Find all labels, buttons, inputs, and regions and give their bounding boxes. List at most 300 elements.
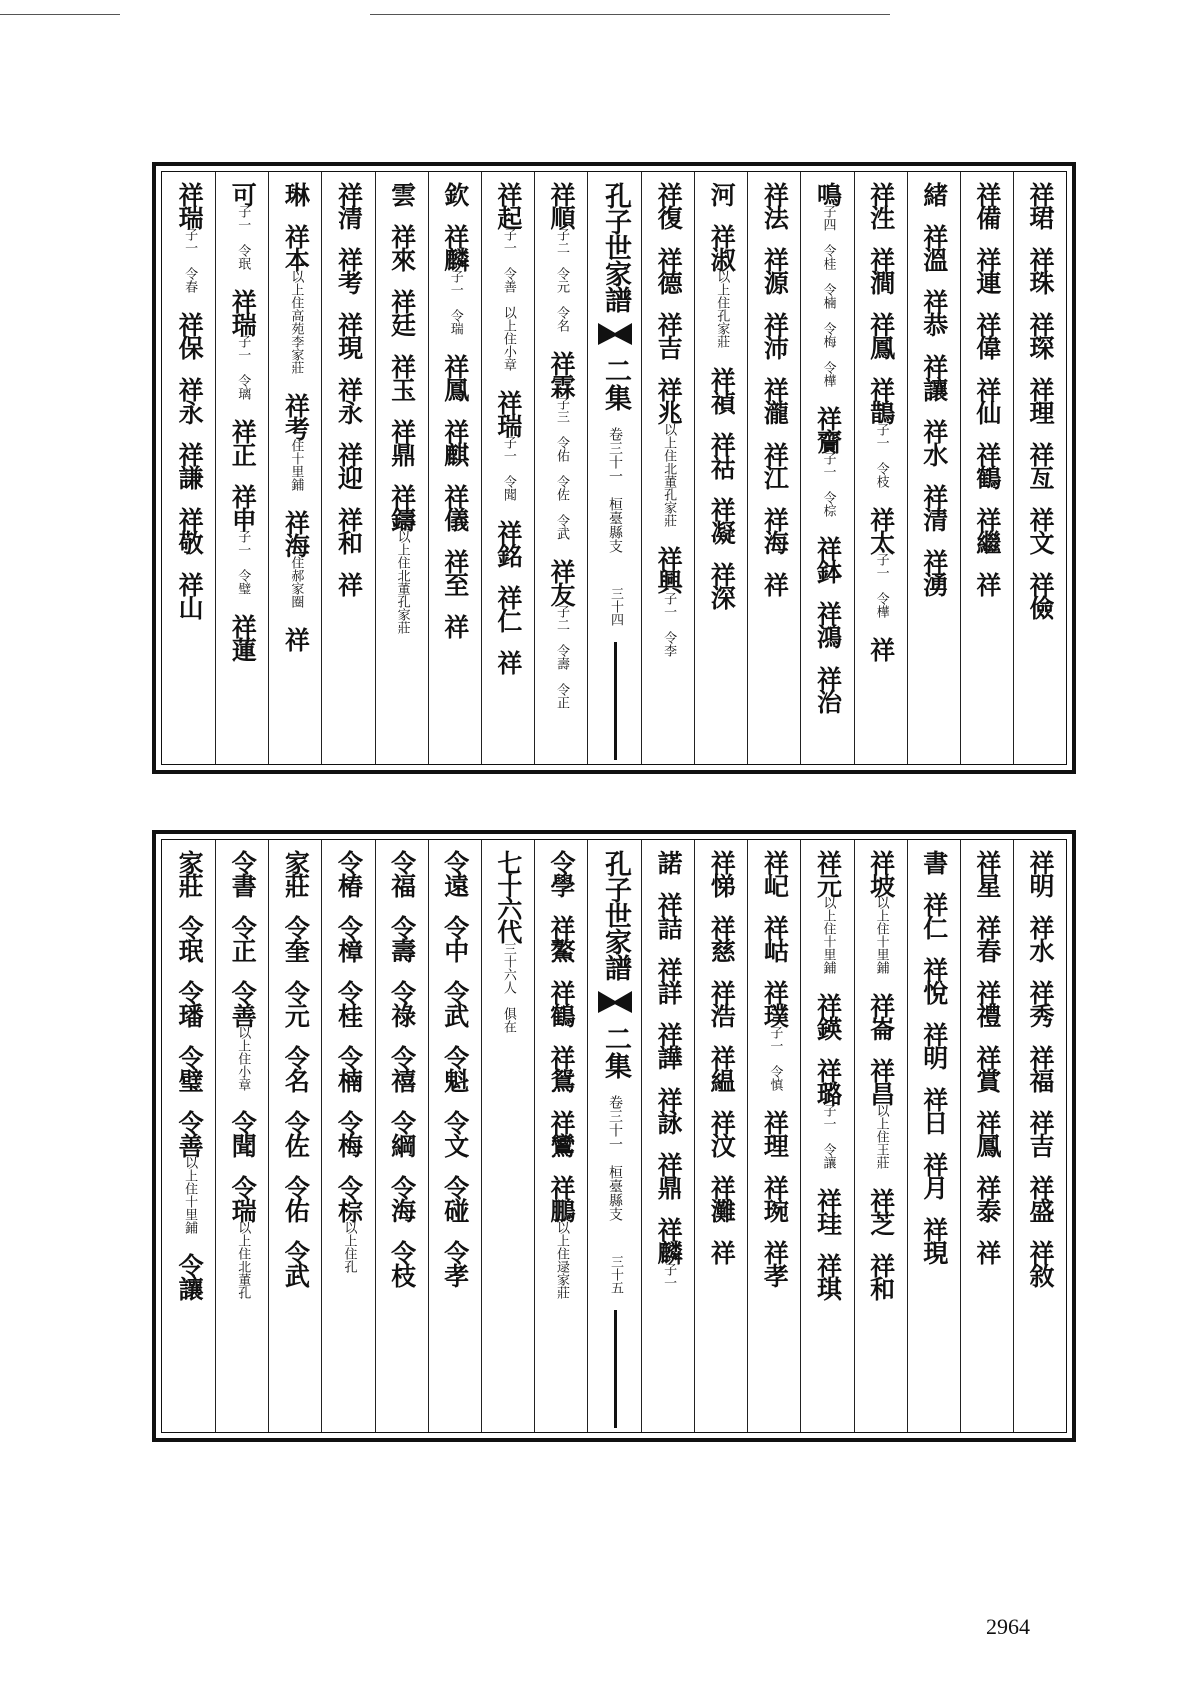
lower-column (215, 840, 268, 1432)
name-entry (388, 224, 417, 270)
name-entry (388, 1240, 417, 1286)
name-entry (335, 1110, 364, 1156)
name-entry (1026, 1045, 1055, 1091)
entry-name: 祥珠 (1026, 247, 1055, 293)
name-entry (441, 354, 470, 400)
name-entry (228, 850, 257, 896)
entry-name: 祥 (707, 1240, 737, 1263)
entry-name: 祥仁 (919, 892, 949, 938)
entry-name: 祥敘 (1026, 1240, 1055, 1286)
name-entry (494, 182, 523, 371)
name-entry (388, 289, 417, 335)
entry-name: 祥 (972, 1240, 1002, 1263)
entry-name: 令禧 (387, 1045, 417, 1091)
name-entry (973, 182, 1002, 228)
entry-note: 以上住王莊 (873, 1104, 889, 1169)
entry-name: 祥日 (919, 1087, 949, 1133)
name-entry (707, 432, 736, 478)
entry-name: 祥亙 (1026, 442, 1055, 488)
entry-note: 子一 (661, 1263, 677, 1289)
entry-name: 祥銘 (493, 520, 523, 566)
entry-name: 祥元 (813, 850, 843, 896)
entry-note: 以上住十里鋪 (873, 896, 889, 974)
entry-name: 令佑 (281, 1175, 311, 1221)
entry-name: 令讓 (175, 1253, 205, 1299)
entry-note: 以上住逯家莊 (554, 1221, 569, 1299)
name-entry (654, 182, 683, 228)
name-entry (441, 1240, 470, 1286)
name-entry (707, 1110, 736, 1156)
name-entry (654, 1022, 683, 1068)
upper-column (375, 172, 428, 764)
entry-name: 祥珪 (813, 1188, 843, 1234)
entry-note: 子一 令慎 (767, 1026, 783, 1091)
name-entry (1026, 442, 1055, 488)
entry-note: 以上住十里鋪 (182, 1156, 198, 1234)
entry-name: 祥泩 (866, 182, 896, 228)
entry-name: 祥和 (866, 1253, 896, 1299)
entry-name: 祥廷 (387, 289, 417, 335)
entry-name: 祥鵲 (866, 377, 896, 423)
name-entry (494, 520, 523, 566)
name-entry (867, 850, 896, 974)
entry-name: 祥禮 (972, 980, 1002, 1026)
upper-column (747, 172, 800, 764)
entry-name: 祥禎 (707, 367, 737, 413)
name-entry (707, 367, 736, 413)
name-entry (707, 980, 736, 1026)
name-entry (760, 182, 789, 228)
upper-column (907, 172, 960, 764)
name-entry (920, 850, 949, 873)
entry-name: 祥申 (228, 484, 258, 530)
name-entry (1026, 182, 1055, 228)
name-entry (707, 224, 736, 348)
entry-name: 祥鳳 (440, 354, 470, 400)
entry-name: 祥瀧 (760, 377, 790, 423)
name-entry (867, 1253, 896, 1299)
name-entry (1026, 247, 1055, 293)
entry-name: 家莊 (175, 850, 205, 896)
name-entry (760, 1175, 789, 1221)
name-entry (707, 915, 736, 961)
name-entry (228, 614, 257, 660)
name-entry (654, 957, 683, 1003)
name-entry (281, 850, 310, 896)
entry-name: 令楠 (334, 1045, 364, 1091)
name-entry (973, 442, 1002, 488)
name-entry (760, 915, 789, 961)
name-entry (920, 892, 949, 938)
entry-name: 祥璐 (813, 1058, 843, 1104)
name-entry (335, 1045, 364, 1091)
name-entry (228, 980, 257, 1091)
entry-name: 令佐 (281, 1110, 311, 1156)
name-entry (654, 247, 683, 293)
entry-name: 祥法 (760, 182, 790, 228)
name-entry (228, 419, 257, 465)
entry-name: 祥鍈 (813, 993, 843, 1039)
name-entry (1026, 1175, 1055, 1221)
entry-note: 子一 令聞 (500, 436, 516, 501)
entry-name: 祥江 (760, 442, 790, 488)
entry-name: 琳 (281, 182, 311, 205)
name-entry (547, 915, 576, 961)
name-entry (760, 442, 789, 488)
entry-name: 祥慈 (707, 915, 737, 961)
entry-name: 祥鼎 (654, 1152, 684, 1198)
entry-name: 令文 (440, 1110, 470, 1156)
name-entry (335, 850, 364, 896)
name-entry (494, 850, 523, 1033)
lower-column (854, 840, 907, 1432)
upper-column (215, 172, 268, 764)
entry-name: 祥詠 (654, 1087, 684, 1133)
name-entry (867, 637, 896, 660)
entry-note: 以上住孔家莊 (714, 270, 730, 348)
entry-name: 祥現 (334, 312, 364, 358)
entry-name: 祥復 (654, 182, 684, 228)
entry-name: 祥海 (760, 507, 790, 553)
name-entry (547, 1110, 576, 1156)
entry-name: 祥備 (972, 182, 1002, 228)
entry-name: 祥琬 (760, 1175, 790, 1221)
lower-spine-bar (614, 1310, 617, 1428)
name-entry (973, 1110, 1002, 1156)
entry-name: 祥詰 (654, 892, 684, 938)
entry-name: 祥恭 (919, 289, 949, 335)
upper-column (321, 172, 374, 764)
name-entry (867, 247, 896, 293)
name-entry (175, 980, 204, 1026)
upper-column (534, 172, 587, 764)
name-entry (1026, 980, 1055, 1026)
entry-name: 祥麟 (440, 224, 470, 270)
entry-name: 祥考 (281, 393, 311, 439)
upper-page-frame (161, 171, 1067, 765)
entry-note: 子一 令璃 (235, 335, 251, 400)
name-entry (920, 1152, 949, 1198)
entry-name: 祥友 (547, 559, 576, 605)
entry-name: 令瑞 (228, 1175, 258, 1221)
name-entry (814, 1188, 843, 1234)
entry-name: 祥瑞 (228, 289, 258, 335)
upper-page (152, 162, 1076, 774)
entry-name: 可 (228, 182, 258, 205)
lower-column (1013, 840, 1066, 1432)
name-entry (441, 549, 470, 595)
name-entry (920, 354, 949, 400)
name-entry (281, 980, 310, 1026)
name-entry (654, 1152, 683, 1198)
entry-name: 祥正 (228, 419, 258, 465)
name-entry (281, 1110, 310, 1156)
name-entry (388, 915, 417, 961)
name-entry (867, 182, 896, 228)
name-entry (547, 559, 576, 709)
entry-name: 令海 (387, 1175, 417, 1221)
lower-page (152, 830, 1076, 1442)
entry-note: 以上住孔 (341, 1221, 357, 1273)
name-entry (441, 1175, 470, 1221)
name-entry (175, 850, 204, 896)
entry-name: 祥海 (281, 510, 311, 556)
entry-name: 令綱 (387, 1110, 417, 1156)
entry-note: 子二 令元 令名 (554, 228, 569, 332)
name-entry (654, 377, 683, 527)
lower-column (321, 840, 374, 1432)
entry-name: 祥鼎 (387, 419, 417, 465)
entry-name: 祥兆 (654, 377, 684, 423)
name-entry (867, 507, 896, 618)
upper-column (694, 172, 747, 764)
entry-name: 令璧 (175, 1045, 205, 1091)
entry-name: 祥興 (654, 546, 684, 592)
lower-spine-leaf: 三十五 (608, 1255, 623, 1294)
name-entry (175, 312, 204, 358)
entry-name: 祥福 (1026, 1045, 1055, 1091)
upper-spine-title: 孔子世家譜 (600, 182, 631, 312)
name-entry (654, 850, 683, 873)
name-entry (760, 1240, 789, 1286)
name-entry (494, 650, 523, 673)
name-entry (441, 980, 470, 1026)
entry-name: 祥淑 (707, 224, 737, 270)
entry-name: 令孝 (440, 1240, 470, 1286)
entry-name: 祥湧 (919, 549, 949, 595)
entry-name: 祥汶 (707, 1110, 737, 1156)
name-entry (281, 1175, 310, 1221)
entry-name: 祥 (760, 572, 790, 595)
name-entry (335, 442, 364, 488)
entry-note: 以上住北董孔 (235, 1221, 251, 1299)
name-entry (441, 182, 470, 205)
name-entry (1026, 377, 1055, 423)
entry-name: 祥瑞 (175, 182, 205, 228)
name-entry (281, 510, 310, 608)
entry-name: 祥灘 (707, 1175, 737, 1221)
entry-note: 子三 令佑 令佐 令武 (554, 397, 569, 540)
entry-name: 雲 (387, 182, 417, 205)
entry-name: 祥浩 (707, 980, 737, 1026)
name-entry (175, 442, 204, 488)
name-entry (707, 1045, 736, 1091)
name-entry (441, 1045, 470, 1091)
entry-name: 祥鶴 (547, 980, 576, 1026)
name-entry (920, 1087, 949, 1133)
upper-column (162, 172, 215, 764)
entry-name: 祥繼 (972, 507, 1002, 553)
entry-note: 子一 令善 以上住小章 (500, 228, 516, 371)
name-entry (973, 507, 1002, 553)
name-entry (707, 850, 736, 896)
name-entry (281, 393, 310, 491)
entry-name: 令武 (281, 1240, 311, 1286)
name-entry (707, 1240, 736, 1263)
name-entry (388, 354, 417, 400)
name-entry (281, 182, 310, 205)
entry-note: 子一 令李 (661, 592, 677, 657)
upper-spine-volume: 二集 (600, 357, 631, 411)
name-entry (1026, 1110, 1055, 1156)
name-entry (441, 419, 470, 465)
lower-column (534, 840, 587, 1432)
lower-fishtail-mark (598, 991, 632, 1013)
entry-name: 祥春 (972, 915, 1002, 961)
name-entry (547, 351, 576, 540)
entry-name: 祥清 (334, 182, 364, 228)
name-entry (920, 289, 949, 335)
entry-name: 祥和 (334, 507, 364, 553)
entry-name: 祥 (866, 637, 896, 660)
name-entry (920, 182, 949, 205)
entry-name: 令學 (547, 850, 576, 896)
entry-name: 祥偉 (972, 312, 1002, 358)
name-entry (228, 484, 257, 595)
name-entry (973, 247, 1002, 293)
entry-name: 祥秀 (1026, 980, 1055, 1026)
entry-name: 祥本 (281, 224, 311, 270)
entry-name: 祥崙 (866, 993, 896, 1039)
name-entry (388, 484, 417, 634)
name-entry (388, 182, 417, 205)
entry-name: 祥盛 (1026, 1175, 1055, 1221)
name-entry (335, 980, 364, 1026)
lower-spine-title: 孔子世家譜 (600, 850, 631, 980)
entry-name: 祥文 (1026, 507, 1055, 553)
entry-note: 以上住小章 (235, 1026, 251, 1091)
name-entry (441, 850, 470, 896)
name-entry (814, 850, 843, 974)
entry-name: 祥永 (334, 377, 364, 423)
name-entry (707, 182, 736, 205)
entry-name: 祥深 (707, 562, 737, 608)
name-entry (654, 1217, 683, 1289)
entry-name: 祥沛 (760, 312, 790, 358)
name-entry (175, 377, 204, 423)
entry-name: 祥德 (654, 247, 684, 293)
entry-name: 令枝 (387, 1240, 417, 1286)
entry-name: 令聞 (228, 1110, 258, 1156)
entry-name: 祥源 (760, 247, 790, 293)
name-entry (175, 915, 204, 961)
name-entry (707, 1175, 736, 1221)
name-entry (707, 497, 736, 543)
entry-name: 祥 (440, 614, 470, 637)
entry-name: 祥水 (919, 419, 949, 465)
upper-column (428, 172, 481, 764)
name-entry (388, 980, 417, 1026)
name-entry (441, 484, 470, 530)
entry-name: 祥考 (334, 247, 364, 293)
name-entry (867, 377, 896, 488)
entry-note: 以上住十里鋪 (820, 896, 836, 974)
upper-spine-bar (614, 642, 617, 760)
entry-name: 令奎 (281, 915, 311, 961)
name-entry (281, 1240, 310, 1286)
name-entry (973, 1045, 1002, 1091)
name-entry (335, 247, 364, 293)
entry-name: 祥霖 (547, 351, 576, 397)
name-entry (335, 572, 364, 595)
lower-column (481, 840, 534, 1432)
lower-column (694, 840, 747, 1432)
entry-name: 諾 (654, 850, 684, 873)
entry-name: 祥月 (919, 1152, 949, 1198)
name-entry (494, 585, 523, 631)
name-entry (707, 562, 736, 608)
entry-name: 欽 (440, 182, 470, 205)
name-entry (1026, 1240, 1055, 1286)
name-entry (814, 1253, 843, 1299)
name-entry (281, 627, 310, 650)
name-entry (814, 536, 843, 582)
name-entry (920, 957, 949, 1003)
name-entry (175, 182, 204, 293)
lower-spine (587, 840, 642, 1432)
name-entry (867, 993, 896, 1039)
entry-name: 祥鑄 (387, 484, 417, 530)
entry-name: 祥澗 (866, 247, 896, 293)
entry-name: 祥 (334, 572, 364, 595)
entry-name: 令武 (440, 980, 470, 1026)
entry-name: 令棕 (334, 1175, 364, 1221)
entry-note: 以上住北董孔家莊 (661, 423, 677, 527)
entry-name: 祥現 (919, 1217, 949, 1263)
name-entry (547, 1175, 576, 1299)
entry-name: 祥鳳 (972, 1110, 1002, 1156)
name-entry (973, 1240, 1002, 1263)
entry-name: 祥齎 (813, 406, 843, 452)
name-entry (1026, 915, 1055, 961)
name-entry (654, 1087, 683, 1133)
name-entry (920, 1022, 949, 1068)
entry-name: 令壽 (387, 915, 417, 961)
entry-note: 子一 令璧 (235, 530, 251, 595)
entry-name: 祥 (493, 650, 523, 673)
entry-name: 祥珺 (1026, 182, 1055, 228)
name-entry (920, 419, 949, 465)
entry-name: 令樟 (334, 915, 364, 961)
entry-name: 祥永 (175, 377, 205, 423)
entry-name: 祥鴻 (813, 601, 843, 647)
entry-name: 祥敬 (175, 507, 205, 553)
name-entry (760, 980, 789, 1091)
entry-note: 子一 令珉 (235, 205, 251, 270)
upper-spine-leaf: 三十四 (608, 587, 623, 626)
entry-name: 祥 (281, 627, 311, 650)
entry-note: 子一 令春 (182, 228, 198, 293)
entry-note: 子一 令枝 (873, 423, 889, 488)
name-entry (654, 312, 683, 358)
lower-column (428, 840, 481, 1432)
name-entry (973, 572, 1002, 595)
entry-name: 令中 (440, 915, 470, 961)
name-entry (760, 312, 789, 358)
entry-name: 祥連 (972, 247, 1002, 293)
lower-column (800, 840, 853, 1432)
entry-note: 子一 令瑞 (447, 270, 463, 335)
entry-name: 祥儀 (440, 484, 470, 530)
entry-name: 祥鵬 (547, 1175, 576, 1221)
name-entry (920, 224, 949, 270)
name-entry (814, 406, 843, 517)
entry-name: 祥孝 (760, 1240, 790, 1286)
upper-spine (587, 172, 642, 764)
name-entry (175, 507, 204, 553)
name-entry (388, 419, 417, 465)
entry-name: 令魁 (440, 1045, 470, 1091)
